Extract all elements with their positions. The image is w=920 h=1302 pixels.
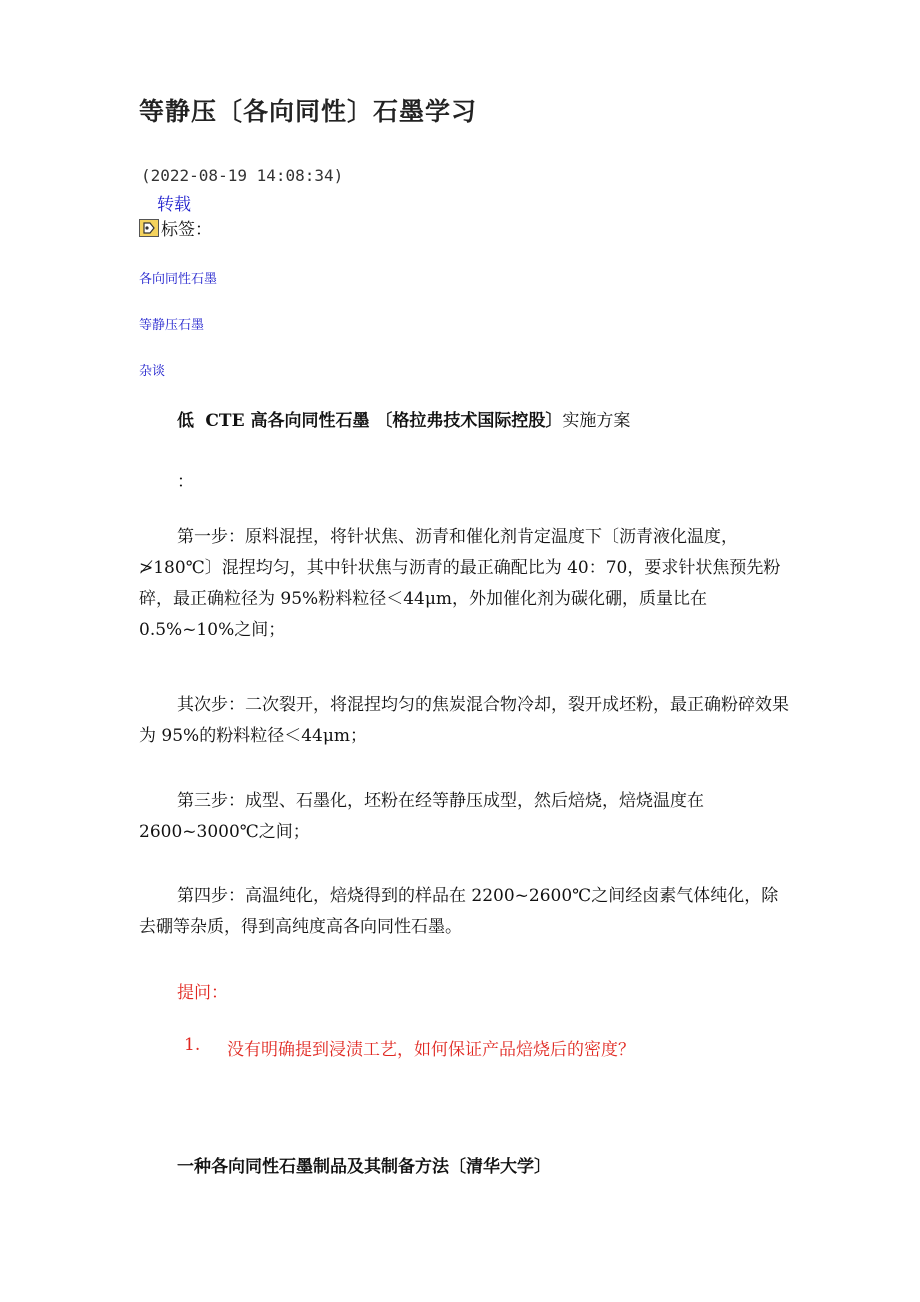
article-title: 等静压〔各向同性〕石墨学习 [139,97,478,126]
question-item [184,1035,635,1060]
repost-link[interactable]: 转载 [157,195,191,215]
question-number: 1. [184,1035,201,1055]
article-date: (2022-08-19 14:08:34) [141,166,344,185]
tags-label: 标签： [161,220,212,240]
step1-paragraph: 第一步：原料混捏，将针状焦、沥青和催化剂肯定温度下〔沥青液化温度，≯180℃〕混捏均匀，其中针状焦与沥青的最正确配比为 40：70，要求针状焦预先粉碎，最正确粒径为 95%粉料粒径＜44μm，外加催化剂为碳化硼，质量比在 0.5%~10%之间； [139,527,781,640]
step3-paragraph: 第三步：成型、石墨化，坯粉在经等静压成型，然后焙烧，焙烧温度在 2600~3000℃之间； [139,791,704,842]
section1-heading-bold: CTE 高各向同性石墨 〔格拉弗技术国际控股〕 [205,411,563,431]
tag-link-misc[interactable]: 杂谈 [139,364,166,379]
step4-paragraph: 第四步：高温纯化，焙烧得到的样品在 2200~2600℃之间经卤素气体纯化，除去硼等杂质，得到高纯度高各向同性石墨。 [139,886,779,937]
tags-row [139,215,212,240]
section1-colon: ： [177,472,194,492]
question-text: 没有明确提到浸渍工艺，如何保证产品焙烧后的密度？ [227,1040,635,1060]
step2-paragraph: 其次步：二次裂开，将混捏均匀的焦炭混合物冷却，裂开成坯粉，最正确粉碎效果为 95%的粉料粒径＜44μm； [139,695,789,746]
tag-link-isostatic[interactable]: 等静压石墨 [139,318,205,333]
tag-link-isotropic[interactable]: 各向同性石墨 [139,272,218,287]
section2-heading: 一种各向同性石墨制品及其制备方法〔清华大学〕 [177,1157,551,1177]
section1-heading [177,406,630,431]
tag-icon [139,219,159,237]
section1-heading-suffix: 实施方案 [562,411,631,431]
questions-label: 提问： [177,983,228,1003]
section1-heading-prefix: 低 [177,411,194,431]
